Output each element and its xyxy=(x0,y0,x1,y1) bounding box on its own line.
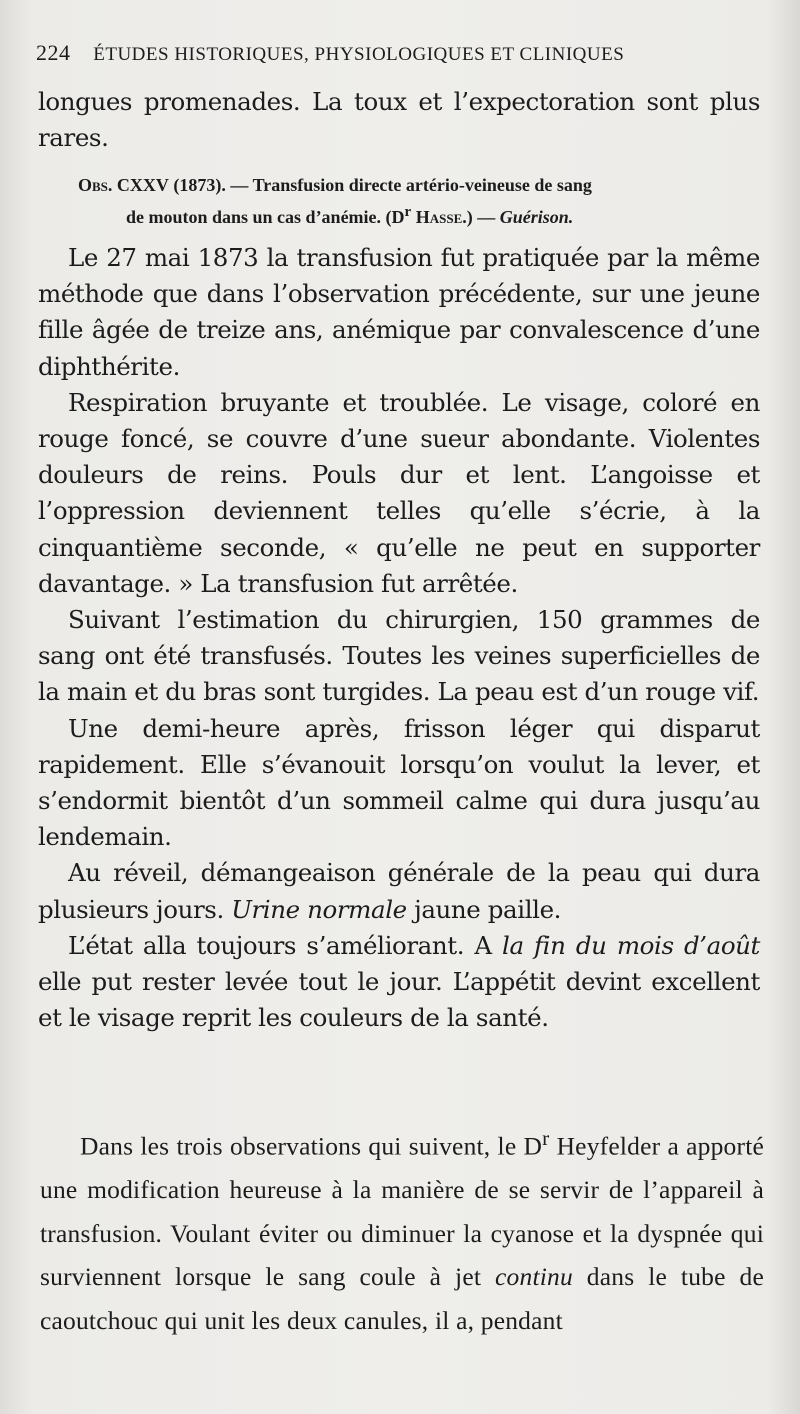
doctor-name: Hasse xyxy=(415,207,463,227)
page-header xyxy=(36,40,756,66)
para6-text-a: L’état alla toujours s’améliorant. A xyxy=(68,930,503,960)
final-text-c: dans le tube de caoutchouc qui unit les deux canules, il a, pendant xyxy=(40,1262,764,1335)
body-paragraph-2: Respiration bruyante et troublée. Le visage, coloré en rouge foncé, se couvre d’une sueur abondante. Violentes douleurs de reins. Pouls dur et lent. L’angoisse et l’oppression deviennent telles qu’elle s’écrie, à la cinquantième seconde, « qu’elle ne peut en supporter davantage. » La transfusion fut arrêtée. xyxy=(38,387,760,598)
continuation-block xyxy=(38,84,760,156)
doctor-abbrev-sup: r xyxy=(404,204,412,220)
body-paragraph-5 xyxy=(38,855,760,927)
observation-title-b: de mouton dans un cas d’anémie. (D xyxy=(126,207,405,227)
final-sup: r xyxy=(542,1126,550,1150)
closing-paragraph xyxy=(40,1117,764,1342)
body-paragraph-1: Le 27 mai 1873 la transfusion fut pratiquée par la même méthode que dans l’observation précédente, sur une jeune fille âgée de treize ans, anémique par convalescence d’une diphthérite. xyxy=(38,243,760,381)
continuation-paragraph: longues promenades. La toux et l’expectoration sont plus rares. xyxy=(38,87,760,153)
final-italic: continu xyxy=(495,1262,573,1291)
para5-text-a: Au réveil, démangeaison générale de la peau qui dura plusieurs jours. xyxy=(38,858,760,924)
observation-title-line2 xyxy=(78,199,718,231)
final-text-a: Dans les trois observations qui suivent, le D xyxy=(80,1131,543,1161)
para5-italic: Urine normale xyxy=(231,894,407,924)
para5-text-b: jaune paille. xyxy=(406,894,562,924)
observation-title-c: .) — xyxy=(462,207,496,227)
para6-text-b: elle put rester levée tout le jour. L’appétit devint excellent et le visage reprit les couleurs de la santé. xyxy=(38,967,760,1033)
closing-block xyxy=(40,1117,764,1342)
para6-italic: la fin du mois d’août xyxy=(502,930,760,960)
final-text-b: Heyfelder a apporté une modification heureuse à la manière de se servir de l’appareil à transfusion. Voulant éviter ou diminuer la cyanose et la dyspnée qui surviennent lorsque le sang coule à jet xyxy=(40,1131,765,1291)
body-paragraph-3: Suivant l’estimation du chirurgien, 150 grammes de sang ont été transfusés. Toutes les veines superficielles de la main et du bras sont turgides. La peau est d’un rouge vif. xyxy=(38,605,760,707)
running-title: ÉTUDES HISTORIQUES, PHYSIOLOGIQUES ET CLINIQUES xyxy=(93,44,625,65)
observation-label: Obs. CXXV xyxy=(78,175,169,195)
observation-title-a: (1873). — Transfusion directe artério-veineuse de sang xyxy=(173,175,592,195)
body-paragraph-4: Une demi-heure après, frisson léger qui disparut rapidement. Elle s’évanouit lorsqu’on voulut la lever, et s’endormit bientôt d’un sommeil calme qui dura jusqu’au lendemain. xyxy=(38,713,760,852)
page-number: 224 xyxy=(36,40,71,65)
observation-body xyxy=(38,240,760,1036)
body-paragraph-6 xyxy=(38,928,760,1037)
observation-heading xyxy=(78,172,718,231)
observation-outcome: Guérison. xyxy=(499,207,574,227)
